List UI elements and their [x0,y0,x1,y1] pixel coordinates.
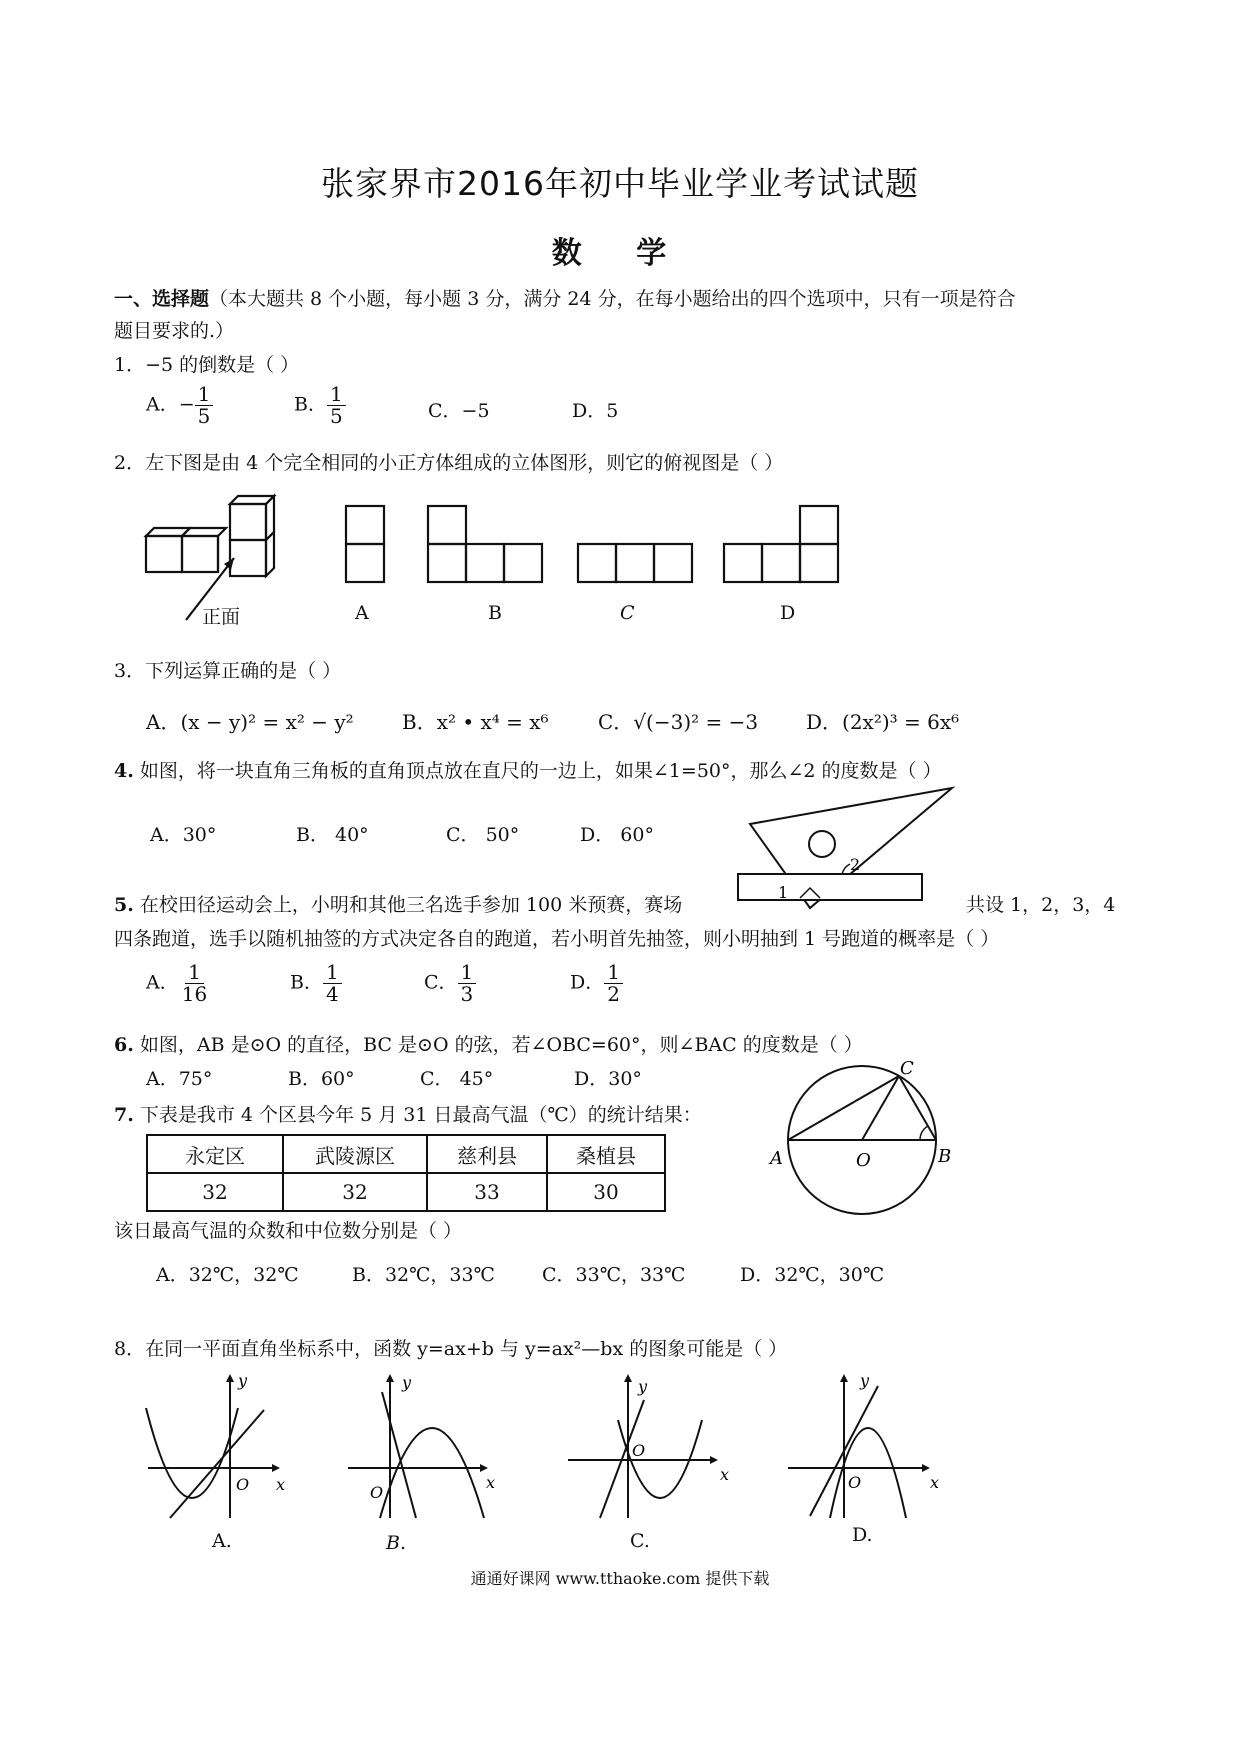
q8-b-x-arrow [480,1464,488,1472]
q8-b-x-label: x [486,1473,496,1492]
q8-b-origin: O [370,1483,384,1502]
q8-label-d: D. [852,1524,873,1546]
q8-c-x-label: x [720,1465,730,1484]
q6-number: 6. [114,1034,134,1056]
q5-b-den: 4 [325,982,339,1006]
subject-title: 数 学 [551,236,689,271]
q7-line [114,1100,702,1127]
section-1-intro [114,284,1016,311]
q8-label-c: C. [630,1530,650,1552]
q5-option-c [424,962,476,1005]
q8-a-parabola [146,1408,238,1498]
q4-stem: 如图，将一块直角三角板的直角顶点放在直尺的一边上，如果∠1=50°，那么∠2 的度数是（ ） [139,760,942,782]
q6-label-a: A [770,1148,783,1169]
table-cell: 30 [547,1173,665,1211]
q7-option-b: B．32℃，33℃ [352,1264,495,1286]
table-row [147,1173,665,1211]
q3-option-d: D．(2x²)³ = 6x⁶ [806,710,960,734]
q1-option-c: C．−5 [428,400,490,422]
q8-a-y-arrow [226,1374,234,1382]
q2-label-a: A [355,602,369,624]
section-1-desc-2: 题目要求的.） [114,320,235,342]
q8-d-x-arrow [922,1464,930,1472]
q4-figure [740,780,970,910]
q8-graph-c [560,1376,760,1526]
table-cell: 32 [147,1173,283,1211]
q3-stem: 3．下列运算正确的是（ ） [114,660,342,682]
q5-stem-a: 在校田径运动会上，小明和其他三名选手参加 100 米预赛，赛场 [139,894,683,916]
q6-label-o: O [856,1150,871,1171]
q5-d-num: 1 [604,962,623,984]
q8-a-origin: O [236,1475,250,1494]
table-header-row [147,1135,665,1173]
q5-c-label: C． [424,971,458,994]
section-1-desc: （本大题共 8 个小题，每小题 3 分，满分 24 分，在每小题给出的四个选项中，只有一项是符合 [209,288,1016,310]
q1-option-b [294,384,346,427]
q2-view-c [578,544,692,582]
q6-label-b: B [938,1146,952,1167]
q5-d-den: 2 [607,982,620,1006]
q5-line1 [114,890,682,917]
q3-option-a: A．(x − y)² = x² − y² [146,710,354,734]
table-header-cell: 慈利县 [427,1135,547,1173]
q8-b-y-arrow [386,1374,394,1382]
q5-b-fraction [323,962,342,1005]
q7-stem: 下表是我市 4 个区县今年 5 月 31 日最高气温（℃）的统计结果： [139,1104,702,1126]
q6-option-d: D．30° [574,1068,642,1090]
q1-b-label: B． [294,393,327,416]
q5-a-den: 16 [181,982,208,1006]
q6-chord-bc [899,1076,936,1140]
q4-option-d: D． 60° [580,824,654,846]
q6-line [114,1030,863,1057]
q2-view-d [724,506,838,582]
q1-a-fraction [195,384,214,427]
q4-hole [809,831,835,857]
q2-view-b [428,506,542,582]
table-cell: 32 [283,1173,427,1211]
q5-b-label: B． [290,971,323,994]
q5-option-d [570,962,623,1005]
q4-ruler [738,874,922,900]
q7-option-a: A．32℃，32℃ [156,1264,299,1286]
q7-temperature-table [146,1134,666,1212]
q7-option-d: D．32℃，30℃ [740,1264,885,1286]
q8-graph-a [140,1371,340,1526]
q5-option-b [290,962,342,1005]
q8-c-origin: O [632,1441,646,1460]
q5-c-den: 3 [460,982,474,1006]
q1-a-den: 5 [197,404,211,428]
footer-source: 通通好课网 www.tthaoke.com 提供下载 [470,1569,770,1588]
q8-b-line [382,1392,416,1518]
q3-option-c: C．√(−3)² = −3 [598,710,759,734]
q4-option-a: A．30° [150,824,217,846]
q4-option-c: C． 50° [446,824,520,846]
q4-angle2-label: 2 [850,855,861,874]
q8-label-a: A. [212,1530,232,1552]
q8-b-y-label: y [402,1373,412,1392]
q7-option-c: C．33℃，33℃ [542,1264,686,1286]
q1-stem: 1．−5 的倒数是（ ） [114,354,300,376]
q1-b-den: 5 [329,404,343,428]
q5-option-a [146,962,210,1005]
q8-d-y-arrow [840,1374,848,1382]
q8-stem: 8．在同一平面直角坐标系中，函数 y=ax+b 与 y=ax²—bx 的图象可能是（ ） [114,1338,788,1360]
q6-label-c: C [900,1058,914,1079]
q5-a-label: A． [146,971,179,994]
q5-number: 5. [114,894,134,916]
q6-figure [770,1058,950,1228]
q4-line [114,756,942,783]
q2-label-d: D [780,602,796,624]
q8-a-y-label: y [238,1371,248,1390]
table-header-cell: 武陵源区 [283,1135,427,1173]
q8-graph-d [780,1371,980,1526]
q5-d-label: D． [570,971,605,994]
table-cell: 33 [427,1173,547,1211]
q5-a-num: 1 [185,962,204,984]
q8-a-x-label: x [276,1475,286,1494]
q8-d-x-label: x [930,1473,940,1492]
page-title: 张家界市2016年初中毕业学业考试试题 [321,164,919,203]
q6-angle-arc [920,1126,928,1140]
q8-label-b: B. [386,1532,407,1554]
q5-d-fraction [604,962,623,1005]
q7-number: 7. [114,1104,134,1126]
q4-angle2-arc [842,864,850,874]
q8-a-x-arrow [272,1464,280,1472]
q5-stem-b: 共设 1，2，3，4 [966,894,1116,916]
q5-a-fraction [179,962,210,1005]
q8-graph-b [340,1373,540,1526]
q1-a-num: 1 [195,384,214,406]
q1-option-d: D．5 [572,400,619,422]
q8-a-line [170,1410,264,1518]
q8-c-y-label: y [638,1377,648,1396]
q6-option-c: C． 45° [420,1068,494,1090]
q8-c-x-arrow [710,1456,718,1464]
table-header-cell: 永定区 [147,1135,283,1173]
q5-c-num: 1 [458,962,477,984]
q3-option-b: B．x² • x⁴ = x⁶ [402,710,549,734]
q8-d-parabola [830,1428,906,1518]
q2-cube-solid [146,496,274,576]
q4-number: 4. [114,760,134,782]
q2-view-a [346,506,384,582]
q5-line2: 四条跑道，选手以随机抽签的方式决定各自的跑道，若小明首先抽签，则小明抽到 1 号跑道的概率是（ ） [114,928,1000,950]
q8-c-y-arrow [624,1374,632,1382]
q1-a-label: A．− [146,393,195,416]
q4-angle1-label: 1 [778,883,789,902]
section-1-heading: 一、选择题 [114,288,210,310]
q2-front-label: 正面 [202,606,241,628]
q6-option-a: A．75° [146,1068,213,1090]
q1-b-num: 1 [327,384,346,406]
q1-option-a [146,384,213,427]
q8-d-y-label: y [860,1371,870,1390]
q4-option-b: B． 40° [296,824,369,846]
q2-stem: 2．左下图是由 4 个完全相同的小正方体组成的立体图形，则它的俯视图是（ ） [114,452,784,474]
q1-b-fraction [327,384,346,427]
q7-question: 该日最高气温的众数和中位数分别是（ ） [114,1220,463,1242]
q5-c-fraction [458,962,477,1005]
q6-option-b: B．60° [288,1068,355,1090]
q2-label-b: B [488,602,502,624]
q6-chord-ac [788,1076,899,1140]
q6-stem: 如图，AB 是⊙O 的直径，BC 是⊙O 的弦，若∠OBC=60°，则∠BAC 的度数是（ ） [139,1034,863,1056]
table-header-cell: 桑植县 [547,1135,665,1173]
q8-d-origin: O [848,1473,862,1492]
q2-label-c: C [620,602,635,624]
q5-b-num: 1 [323,962,342,984]
